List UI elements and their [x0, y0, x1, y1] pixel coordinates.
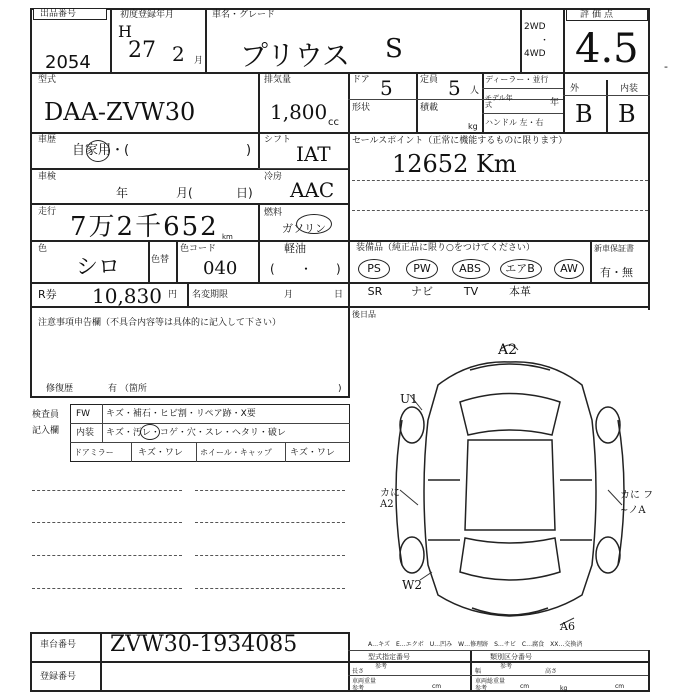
color-label: 色	[38, 244, 48, 254]
inspector-int-items: キズ・汚レ・コゲ・穴・スレ・ヘタリ・破レ	[106, 428, 286, 438]
disp-label: 排気量	[264, 75, 292, 85]
recycle-label: R券	[38, 288, 57, 301]
col-line	[258, 72, 260, 168]
equip-airbag-circle	[500, 259, 542, 279]
ext-label: 外	[570, 84, 580, 94]
type-value: DAA-ZVW30	[44, 98, 196, 126]
drive-dot: ・	[540, 36, 550, 46]
col-line	[520, 8, 522, 72]
col-line	[590, 240, 592, 282]
notes-title: 注意事項申告欄（不具合内容等は具体的に記入して下さい）	[38, 318, 282, 328]
disp-unit: cc	[328, 117, 339, 128]
blank-line	[32, 522, 182, 523]
bottom-col	[470, 650, 472, 690]
weight-label: 車両重量	[352, 678, 377, 685]
bottom-sub	[348, 675, 648, 676]
equip-abs: ABS	[459, 262, 481, 275]
mark-left-side: カに A2	[380, 488, 400, 510]
int-grade: B	[618, 100, 636, 128]
rear-window	[460, 538, 560, 580]
width-unit: cm	[520, 683, 530, 690]
inspector-col-line	[102, 404, 103, 442]
notes-bottom	[30, 396, 350, 398]
blank-line	[32, 555, 182, 556]
chassis-label: 車台番号	[40, 640, 77, 650]
disp-value: 1,800	[270, 100, 328, 124]
reg-era: H	[118, 22, 132, 41]
ac-label: 冷房	[264, 172, 283, 182]
plate-label: 登録番号	[40, 672, 77, 682]
blank-line	[195, 522, 345, 523]
equip-navi: ナビ	[411, 285, 433, 298]
inspector-col-line	[196, 442, 197, 462]
blank-line	[32, 490, 182, 491]
inspection-day: 日)	[236, 186, 253, 200]
inspection-label: 車検	[38, 172, 57, 182]
inspector-row-line	[70, 423, 350, 424]
frame-right	[648, 8, 650, 310]
score-label: 評価点	[580, 10, 617, 20]
color-value: シロ	[76, 255, 121, 280]
col-line	[606, 80, 608, 132]
mark-front: A2	[498, 342, 518, 358]
equip-aw: AW	[560, 262, 578, 275]
drive-2wd: 2WD	[524, 22, 546, 32]
inspector-mirror-label: ドアミラー	[74, 448, 114, 457]
spec-label-1: 型式指定番号	[368, 653, 410, 661]
windshield	[460, 394, 560, 436]
equip-airbag: エアB	[505, 262, 535, 275]
col-line	[187, 282, 189, 306]
door-value: 5	[380, 76, 393, 100]
bottom-col	[100, 632, 102, 690]
inspector-stain-circle	[140, 424, 160, 440]
weight-unit: kg	[560, 685, 568, 692]
model-year-label: モデル年式	[485, 94, 513, 109]
row-line-2	[30, 132, 650, 134]
history-value: 自家用・(	[72, 143, 130, 158]
length-label: 長さ	[352, 668, 365, 675]
inspection-month: 月(	[176, 186, 193, 200]
repair-label: 修復歴	[46, 384, 74, 394]
load-unit: kg	[468, 122, 478, 131]
color-code-label: 色コード	[180, 244, 217, 254]
shift-value: IAT	[296, 142, 331, 166]
recycle-value: 10,830	[92, 284, 162, 308]
model-label: 車名・グレード	[212, 10, 276, 20]
color-code: 040	[203, 258, 238, 279]
mileage-unit: km	[222, 233, 233, 241]
chassis-value: ZVW30-1934085	[110, 632, 298, 657]
inspector-wheel-label: ホイール・キャップ	[200, 448, 272, 457]
fuel-label: 燃料	[264, 208, 283, 218]
score-value: 4.5	[575, 26, 639, 72]
row-sub-line	[258, 168, 348, 169]
equip-label: 装備品（純正品に限り○をつけてください）	[356, 243, 535, 253]
recycle-unit: 円	[168, 290, 178, 300]
equip-sr: SR	[367, 285, 383, 298]
load-label: 積載	[420, 103, 439, 113]
stray-mark: -	[664, 60, 668, 73]
handle-label: ハンドル 左・右	[485, 118, 544, 127]
grade: S	[385, 34, 403, 64]
notes-left	[30, 306, 32, 398]
bottom-line	[30, 661, 650, 663]
guarantee-label: 新車保証書	[594, 244, 634, 253]
fuel-value: ガソリン	[282, 222, 326, 235]
bottom-col	[30, 632, 32, 690]
tax-label: 名変期限	[192, 290, 229, 300]
col-line	[482, 72, 484, 132]
bottom-col	[348, 632, 350, 690]
diagram-legend: A…キズ E…エクボ U…凹み W…修理跡 S…サビ C…腐食 XX…交換済	[368, 641, 583, 648]
col-line	[176, 240, 178, 282]
mark-left-rear: W2	[402, 578, 422, 592]
inspector-label-1: 検査員	[32, 410, 60, 420]
bottom-col	[648, 650, 650, 690]
inspector-col-line	[131, 442, 132, 462]
capacity-label: 定員	[420, 75, 439, 85]
spec-label-2: 類別区分番号	[490, 653, 532, 661]
height-unit: cm	[615, 683, 625, 690]
row-sub-line	[482, 88, 563, 89]
col-line	[258, 203, 260, 282]
repair-value: 有 （箇所	[108, 384, 147, 394]
equip-pw: PW	[413, 262, 431, 275]
inspector-int-label: 内装	[76, 428, 95, 438]
equip-abs-circle	[452, 259, 490, 279]
row-sub-line	[563, 95, 650, 96]
mileage-value: 7万2千652	[70, 212, 219, 242]
sales-dash	[352, 180, 648, 181]
capacity-value: 5	[448, 76, 461, 100]
inspector-label-2: 記入欄	[32, 426, 60, 436]
inspector-mirror-items: キズ・ワレ	[138, 448, 183, 458]
blank-line	[32, 588, 182, 589]
reg-month-unit: 月	[194, 56, 204, 66]
width-label: 幅	[475, 668, 482, 675]
blank-line	[195, 588, 345, 589]
total-weight-ref: 参考	[475, 685, 488, 692]
paren-close: )	[336, 262, 341, 276]
equip-tv: TV	[463, 285, 479, 298]
inspection-year: 年	[116, 186, 129, 200]
shift-label: シフト	[264, 135, 292, 145]
inspector-fw-label: FW	[76, 409, 91, 419]
tax-month: 月	[284, 290, 294, 300]
fuel-alt: 軽油	[284, 242, 306, 255]
repair-close: )	[338, 384, 342, 394]
equip-aw-circle	[554, 259, 584, 279]
bottom-sub	[348, 650, 648, 651]
post-label: 後日品	[352, 310, 376, 319]
inspector-row-line	[70, 442, 350, 443]
mark-rear: A6	[560, 620, 575, 633]
repaint-label: 色替	[151, 255, 170, 265]
mileage-label: 走行	[38, 207, 57, 217]
col-line	[416, 72, 418, 132]
fuel-circle	[296, 214, 332, 234]
blank-line	[195, 555, 345, 556]
notes-right	[348, 306, 350, 398]
mark-right-side: カに フ~ノA	[620, 490, 654, 516]
paren-dot: ・	[300, 262, 313, 276]
inspector-col-line	[285, 442, 286, 462]
height-label: 高さ	[545, 668, 558, 675]
shape-label: 形状	[352, 103, 371, 113]
length-unit: cm	[432, 683, 442, 690]
capacity-unit: 人	[470, 86, 480, 96]
sales-label: セールスポイント（正常に機能するものに限ります）	[352, 136, 568, 146]
paren-open: (	[270, 262, 275, 276]
row-line-4	[30, 203, 350, 205]
equip-ps: PS	[367, 262, 381, 275]
lot-label: 出品番号	[40, 9, 77, 19]
mark-left-front: U1	[400, 392, 418, 406]
history-close: )	[246, 143, 252, 158]
history-label: 車歴	[38, 135, 57, 145]
inspector-wheel-items: キズ・ワレ	[290, 448, 335, 458]
model-year-unit: 年	[550, 98, 560, 108]
reg-label: 初度登録年月	[120, 10, 175, 20]
weight-ref: 参考	[352, 685, 365, 692]
equip-pw-circle	[406, 259, 438, 279]
car-body-outline	[424, 362, 596, 616]
ac-value: AAC	[290, 178, 335, 202]
col-line	[205, 8, 207, 72]
col-line	[110, 8, 112, 72]
col-line	[148, 240, 150, 282]
col-line	[348, 72, 350, 306]
total-weight-label: 車両総重量	[475, 678, 506, 685]
spec-ref-2: 参考	[500, 663, 513, 670]
roof	[465, 440, 555, 530]
blank-line	[195, 490, 345, 491]
frame-left	[30, 8, 32, 310]
guarantee-value: 有・無	[600, 266, 633, 279]
inspector-fw-items: キズ・補石・ヒビ割・リペア跡・X要	[106, 409, 256, 419]
reg-year: 27	[128, 38, 156, 63]
tax-day: 日	[334, 290, 344, 300]
type-label: 型式	[38, 75, 57, 85]
dealer-label: ディーラー・並行	[485, 75, 549, 84]
int-label: 内装	[620, 84, 639, 94]
spec-ref-1: 参考	[375, 663, 388, 670]
bottom-line	[30, 690, 650, 692]
equip-leather: 本革	[509, 285, 531, 298]
lot-number: 2054	[45, 52, 91, 73]
model-name: プリウス	[240, 39, 351, 72]
reg-month: 2	[172, 42, 185, 66]
col-line	[563, 8, 565, 132]
door-label: ドア	[352, 75, 370, 85]
ext-grade: B	[575, 100, 593, 128]
drive-4wd: 4WD	[524, 49, 546, 59]
sales-value: 12652 Km	[392, 150, 517, 178]
row-sub-line	[482, 113, 563, 114]
sales-dash	[352, 210, 648, 211]
equip-ps-circle	[358, 259, 390, 279]
history-circle	[86, 140, 110, 162]
